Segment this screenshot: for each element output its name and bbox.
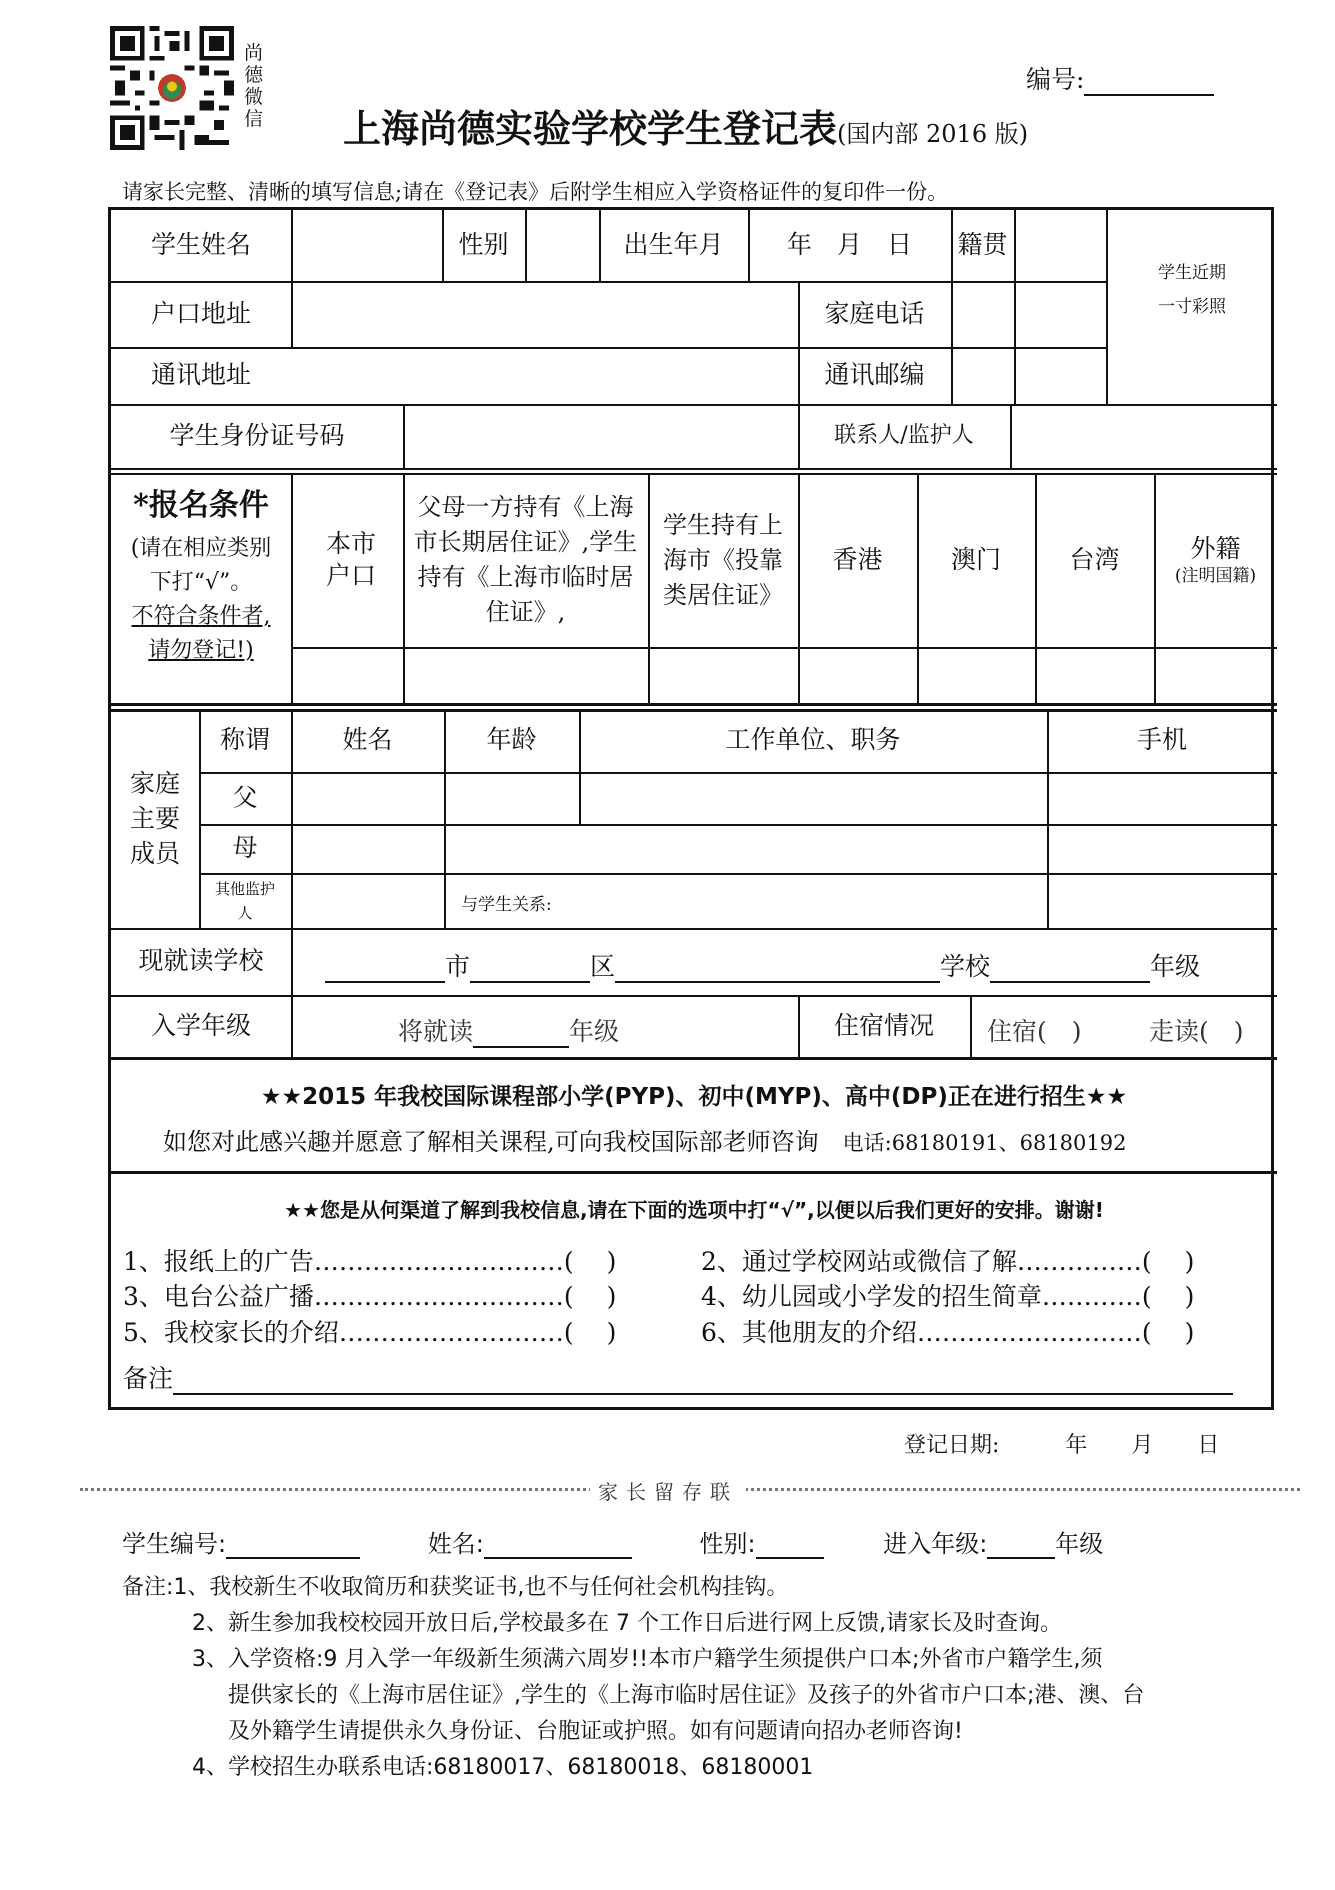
note-4: 4、学校招生办联系电话:68180017、68180018、68180001 xyxy=(192,1755,814,1780)
postcode-label: 通讯邮编 xyxy=(824,360,925,390)
option-dependent-permit: 学生持有上海市《投靠类居住证》 xyxy=(663,510,783,609)
survey-option-3[interactable]: 3、电台公益广播…………………………( ) xyxy=(123,1282,617,1311)
option-residence-permit: 父母一方持有《上海市长期居住证》,学生持有《上海市临时居住证》, xyxy=(413,493,638,626)
check-dependent-permit[interactable] xyxy=(649,648,798,703)
remark-field[interactable] xyxy=(123,1359,1233,1395)
option-macau: 澳门 xyxy=(950,544,1001,574)
note-3-cont-1: 提供家长的《上海市居住证》,学生的《上海市临时居住证》及孩子的外省市户口本;港、澳、台 xyxy=(228,1683,1145,1708)
serial-number-field[interactable] xyxy=(1026,60,1214,96)
foreign-note: (注明国籍) xyxy=(1174,566,1257,587)
qr-caption: 尚德微信 xyxy=(244,42,264,130)
header-age: 年龄 xyxy=(486,725,537,755)
check-taiwan[interactable] xyxy=(1036,648,1154,703)
survey-title: ★★您是从何渠道了解到我校信息,请在下面的选项中打“√”,以便以后我们更好的安排。谢谢! xyxy=(284,1198,1104,1222)
stub-grade: 进入年级: xyxy=(883,1530,988,1558)
notes xyxy=(122,1570,1144,1786)
stub-name-input[interactable] xyxy=(484,1531,632,1559)
enroll-grade-label: 入学年级 xyxy=(150,1010,251,1040)
page-title: 上海尚德实验学校学生登记表(国内部 2016 版) xyxy=(343,106,1029,151)
parent-stub-label: 家长留存联 xyxy=(590,1476,746,1505)
survey-option-2[interactable]: 2、通过学校网站或微信了解……………( ) xyxy=(701,1247,1195,1276)
stub-student-no-input[interactable] xyxy=(226,1531,360,1559)
header-name: 姓名 xyxy=(342,725,393,755)
survey-option-1[interactable]: 1、报纸上的广告…………………………( ) xyxy=(123,1247,617,1276)
remark-label: 备注 xyxy=(123,1364,174,1393)
boarding-option[interactable]: 住宿( ) xyxy=(987,1017,1082,1046)
header-employer: 工作单位、职务 xyxy=(725,725,901,755)
check-foreign[interactable] xyxy=(1155,648,1277,703)
survey-option-6[interactable]: 6、其他朋友的介绍………………………( ) xyxy=(701,1318,1195,1347)
note-2: 2、新生参加我校校园开放日后,学校最多在 7 个工作日后进行网上反馈,请家长及时查询。 xyxy=(192,1611,1062,1636)
stub-grade-input[interactable] xyxy=(987,1531,1055,1559)
wechat-qr-code xyxy=(110,26,234,150)
row-mother-label: 母 xyxy=(232,833,258,863)
check-macau[interactable] xyxy=(918,648,1035,703)
home-phone-input[interactable] xyxy=(952,281,1106,347)
row-father-inputs[interactable] xyxy=(292,772,1277,824)
stub-gender-input[interactable] xyxy=(756,1531,824,1559)
option-hongkong: 香港 xyxy=(832,544,883,574)
day-student-option[interactable]: 走读( ) xyxy=(1149,1017,1244,1046)
native-place-label: 籍贯 xyxy=(957,230,1008,260)
other-guardian-name-input[interactable] xyxy=(292,874,442,928)
intl-consult-line: 如您对此感兴趣并愿意了解相关课程,可向我校国际部老师咨询 电话:68180191、68180192 xyxy=(163,1128,1127,1156)
student-name-input[interactable] xyxy=(292,210,442,281)
relation-label: 与学生关系: xyxy=(461,895,552,915)
conditions-note-1: (请在相应类别 xyxy=(130,536,272,561)
photo-label-line1: 学生近期 xyxy=(1158,263,1226,283)
mailing-address-label: 通讯地址 xyxy=(150,360,251,390)
registration-form xyxy=(108,207,1274,1410)
header-relation: 称谓 xyxy=(219,725,270,755)
native-place-input[interactable] xyxy=(1015,210,1106,281)
postcode-input[interactable] xyxy=(952,347,1106,404)
intl-program-banner: ★★2015 年我校国际课程部小学(PYP)、初中(MYP)、高中(DP)正在进行招生★★ xyxy=(260,1084,1128,1110)
note-3: 3、入学资格:9 月入学一年级新生须满六周岁!!本市户籍学生须提供户口本;外省市户籍学生,须 xyxy=(192,1647,1103,1672)
edition: (国内部 2016 版) xyxy=(837,120,1029,148)
current-school-fields[interactable]: 市 区 学校 年级 xyxy=(325,947,1200,983)
conditions-note-2: 下打“√”。 xyxy=(149,570,253,595)
id-number-label: 学生身份证号码 xyxy=(169,420,345,450)
instruction: 请家长完整、清晰的填写信息;请在《登记表》后附学生相应入学资格证件的复印件一份。 xyxy=(122,180,949,204)
header-mobile: 手机 xyxy=(1136,725,1187,755)
enroll-grade-field[interactable]: 将就读 年级 xyxy=(398,1017,620,1046)
registration-date: 登记日期: 年 月 日 xyxy=(904,1433,1220,1458)
photo-box[interactable] xyxy=(1107,250,1277,330)
note-3-cont-2: 及外籍学生请提供永久身份证、台胞证或护照。如有问题请向招办老师咨询! xyxy=(228,1719,963,1744)
birth-input[interactable]: 年 月 日 xyxy=(786,230,912,260)
stub-name: 姓名: xyxy=(427,1530,484,1558)
mailing-address-input[interactable] xyxy=(292,347,798,404)
conditions-note-3: 不符合条件者, xyxy=(131,604,271,629)
household-address-input[interactable] xyxy=(292,281,798,347)
conditions-note-4: 请勿登记!) xyxy=(148,638,254,663)
student-name-label: 学生姓名 xyxy=(150,230,251,260)
home-phone-label: 家庭电话 xyxy=(824,298,925,328)
conditions-block xyxy=(111,486,291,668)
stub-student-no: 学生编号: xyxy=(122,1530,227,1558)
check-local-hukou[interactable] xyxy=(292,648,403,703)
parent-stub-fields: 学生编号: 姓名: 性别: 进入年级: 年级 xyxy=(122,1530,1104,1558)
serial-label: 编号: xyxy=(1026,65,1085,94)
guardian-input[interactable] xyxy=(1011,404,1277,468)
lodging-label: 住宿情况 xyxy=(833,1010,934,1040)
survey-option-4[interactable]: 4、幼儿园或小学发的招生简章…………( ) xyxy=(701,1282,1195,1311)
check-residence-permit[interactable] xyxy=(404,648,648,703)
photo-label-line2: 一寸彩照 xyxy=(1158,297,1226,317)
row-other-guardian-label: 其他监护人 xyxy=(214,879,275,922)
note-1: 备注:1、我校新生不收取简历和获奖证书,也不与任何社会机构挂钩。 xyxy=(122,1575,789,1600)
conditions-title: *报名条件 xyxy=(133,488,269,523)
family-members-label: 家庭主要成员 xyxy=(129,769,180,868)
guardian-label: 联系人/监护人 xyxy=(834,422,974,448)
intl-phone: 电话:68180191、68180192 xyxy=(842,1131,1127,1155)
gender-input[interactable] xyxy=(526,210,599,281)
row-father-label: 父 xyxy=(232,782,258,812)
birth-label: 出生年月 xyxy=(623,230,724,260)
option-taiwan: 台湾 xyxy=(1069,544,1120,574)
check-hongkong[interactable] xyxy=(799,648,917,703)
current-school-label: 现就读学校 xyxy=(138,946,264,976)
option-local-hukou: 本市户口 xyxy=(325,528,376,590)
survey-option-5[interactable]: 5、我校家长的介绍………………………( ) xyxy=(123,1318,617,1347)
id-number-input[interactable] xyxy=(404,404,798,468)
household-address-label: 户口地址 xyxy=(150,298,251,328)
gender-label: 性别 xyxy=(458,230,509,260)
option-foreign: 外籍 (注明国籍) xyxy=(1174,533,1257,587)
row-mother-inputs[interactable] xyxy=(292,824,1277,873)
stub-gender: 性别: xyxy=(699,1530,756,1558)
